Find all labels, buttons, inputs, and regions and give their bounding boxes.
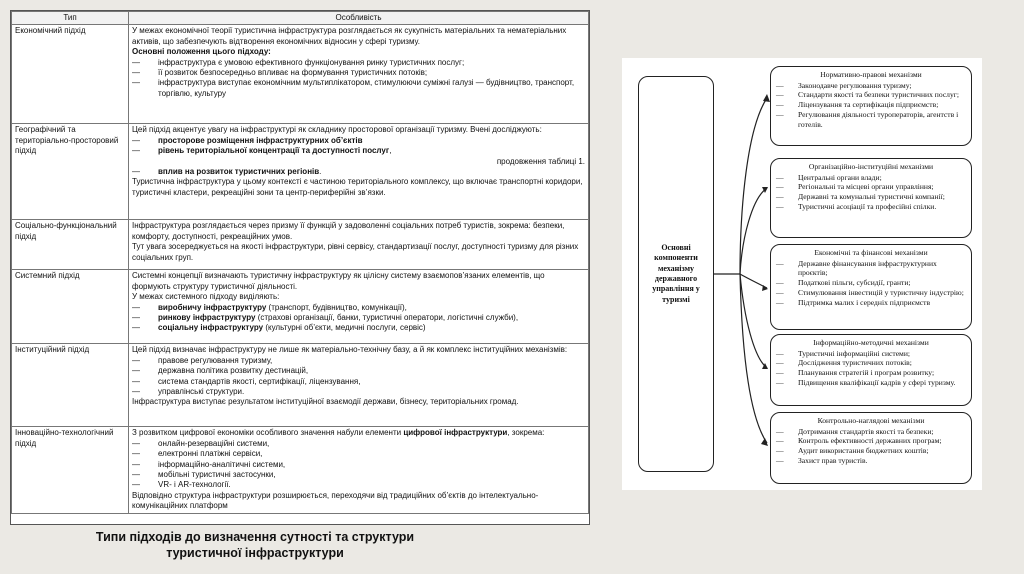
arrow-head: [763, 94, 770, 102]
row-intro: Цей підхід визначає інфраструктуру не лише як матеріально-технічну базу, а й як комплекс інституційних механізмів:: [132, 345, 568, 355]
list-item: — її розвиток безпосередньо впливає на формування туристичних потоків;: [132, 67, 428, 77]
mechanism-item: — Державні та комунальні туристичні компанії;: [776, 192, 945, 202]
header-feature: Особливість: [129, 12, 589, 25]
mechanism-title: Інформаційно-методичні механізми: [813, 338, 929, 347]
mechanism-item: — Регіональні та місцеві органи управління;: [776, 182, 934, 192]
mechanism-item: — Центральні органи влади;: [776, 172, 882, 182]
dash: —: [132, 57, 140, 67]
list-item: — просторове розміщення інфраструктурних об’єктів: [132, 135, 363, 145]
table-row: [12, 344, 589, 427]
mechanisms-diagram: [622, 58, 982, 490]
row-type: Економічний підхід: [12, 25, 129, 124]
list-item: — вплив на розвиток туристичних регіонів.: [132, 166, 322, 176]
row-feature: [129, 124, 589, 220]
row-feature: [129, 25, 589, 124]
row-text: Інфраструктура розглядається через призму її функцій у задоволенні соціальних потреб туристів, зокрема: безпеки, комфорту, доступності, рекреаційних умов.: [132, 221, 565, 241]
dash: —: [132, 78, 140, 88]
mechanism-item: — Ліцензування та сертифікація підприємств;: [776, 100, 939, 110]
dash: —: [132, 312, 140, 322]
dash: —: [132, 438, 140, 448]
mechanism-box-legal: [770, 66, 972, 146]
mechanism-title: Організаційно-інституційні механізми: [808, 162, 934, 171]
list-item: — ринкову інфраструктуру (страхові організації, банки, туристичні оператори, логістичні служби),: [132, 312, 519, 322]
mechanism-item: — Податкові пільги, субсидії, гранти;: [776, 278, 911, 288]
row-feature: [129, 427, 589, 513]
mechanism-box-informational: [770, 334, 972, 406]
list-item: — рівень територіальної концентрації та доступності послуг,: [132, 146, 392, 156]
table-row: [12, 270, 589, 344]
table-caption: [90, 530, 420, 561]
row-subtitle: У межах системного підходу виділяють:: [132, 292, 280, 302]
row-intro: У межах економічної теорії туристична інфраструктура розглядається як сукупність матеріальних та нематеріальних активів, що забезпечують відтворення економічних відносин у сфері туризму.: [132, 26, 567, 46]
mechanism-item: — Стимулювання інвестицій у туристичну індустрію;: [776, 287, 964, 297]
row-outro: Туристична інфраструктура у цьому контексті є частиною територіального комплексу, що включає транспортні коридори, туристичні кластери, рекреаційні зони та центр-периферійні зв’язки.: [132, 177, 583, 197]
table-row: [12, 124, 589, 220]
row-intro: Системні концепції визначають туристичну інфраструктуру як цілісну систему взаємопов’язаних елементів, що формують структуру туристичної діяльності.: [132, 271, 545, 291]
mechanism-title: Нормативно-правові механізми: [820, 70, 922, 79]
row-intro: З розвитком цифрової економіки особливого значення набули елементи цифрової інфраструктури, зокрема:: [132, 428, 545, 438]
list-item: — державна політика розвитку дестинацій,: [132, 366, 309, 376]
connector-line: [740, 98, 767, 274]
list-item: — онлайн-резерваційні системи,: [132, 438, 270, 448]
header-type: Тип: [12, 12, 129, 25]
list-item: — інфраструктура виступає економічним мультиплікатором, стимулюючи суміжні галузі — будівництво, транспорт, торгівлю, культуру: [132, 78, 575, 98]
mechanism-item: — Аудит використання бюджетних коштів;: [776, 446, 929, 456]
table-header-row: [12, 12, 589, 25]
table-row: [12, 220, 589, 270]
center-box: [638, 76, 714, 472]
list-item: — соціальну інфраструктуру (культурні об’єкти, медичні послуги, сервіс): [132, 323, 426, 333]
dash: —: [132, 166, 140, 176]
mechanism-item: — Державне фінансування інфраструктурних проєктів;: [776, 258, 937, 278]
list-item: — інформаційно-аналітичні системи,: [132, 459, 286, 469]
mechanism-item: — Дотримання стандартів якості та безпеки;: [776, 426, 934, 436]
mechanism-box-economic: [770, 244, 972, 330]
mechanism-item: — Туристичні асоціації та професійні спілки.: [776, 201, 937, 211]
caption-line-1: Типи підходів до визначення сутності та структури: [95, 530, 415, 544]
row-feature: [129, 270, 589, 344]
mechanism-box-organizational: [770, 158, 972, 238]
list-item: — електронні платіжні сервіси,: [132, 449, 263, 459]
table-row: [12, 25, 589, 124]
row-feature: [129, 220, 589, 270]
list-item: — управлінські структури.: [132, 386, 245, 396]
dash: —: [132, 355, 140, 365]
list-item: — система стандартів якості, сертифікації, ліцензування,: [132, 376, 361, 386]
list-item: — VR- і AR-технології.: [132, 480, 231, 490]
list-item: — мобільні туристичні застосунки,: [132, 469, 276, 479]
row-type: Соціально-функціональний підхід: [12, 220, 129, 270]
dash: —: [132, 376, 140, 386]
dash: —: [132, 366, 140, 376]
approaches-table: [11, 11, 589, 514]
dash: —: [132, 469, 140, 479]
dash: —: [132, 302, 140, 312]
row-text: Тут увага зосереджується на якості інфраструктури, рівні сервісу, стандартизації послуг, доступності туризму для різних соціальних груп.: [132, 242, 579, 262]
approaches-table-panel: [10, 10, 590, 525]
dash: —: [132, 135, 140, 145]
row-type: Інноваційно-технологічний підхід: [12, 427, 129, 513]
mechanism-item: — Регулювання діяльності туроператорів, агентств і готелів.: [776, 109, 959, 129]
row-subtitle: Основні положення цього підходу:: [132, 47, 271, 57]
mechanism-title: Контрольно-наглядові механізми: [817, 416, 925, 425]
mechanism-item: — Дослідження туристичних потоків;: [776, 358, 912, 368]
mechanism-item: — Контроль ефективності державних програм;: [776, 436, 942, 446]
row-outro: Відповідно структура інфраструктури розширюється, переходячи від традиційних об’єктів до інтелектуально-комунікаційних платформ: [132, 490, 539, 511]
dash: —: [132, 67, 140, 77]
row-intro: Цей підхід акцентує увагу на інфраструктурі як складнику просторової організації туризму. Вчені досліджують:: [132, 125, 542, 135]
dash: —: [132, 146, 140, 156]
dash: —: [132, 449, 140, 459]
table-row: [12, 427, 589, 513]
dash: —: [132, 323, 140, 333]
list-item: — правове регулювання туризму,: [132, 355, 273, 365]
row-type: Системний підхід: [12, 270, 129, 344]
mechanism-item: — Захист прав туристів.: [776, 455, 868, 465]
list-item: — виробничу інфраструктуру (транспорт, будівництво, комунікації),: [132, 302, 407, 312]
mechanism-item: — Стандарти якості та безпеки туристичних послуг;: [776, 90, 959, 100]
row-outro: Інфраструктура виступає результатом інституційної взаємодії держави, бізнесу, територіальних громад.: [132, 397, 519, 407]
list-item: — інфраструктура є умовою ефективного функціонування ринку туристичних послуг;: [132, 57, 465, 67]
caption-line-2: туристичної інфраструктури: [166, 545, 344, 560]
mechanism-item: — Підтримка малих і середніх підприємств: [776, 297, 931, 307]
mechanism-item: — Законодавче регулювання туризму;: [776, 80, 912, 90]
mechanism-item: — Туристичні інформаційні системи;: [776, 348, 911, 358]
continuation-note: продовження таблиці 1.: [496, 156, 585, 166]
connector-line: [740, 274, 767, 443]
mechanism-item: — Планування стратегій і програм розвитку;: [776, 368, 935, 378]
dash: —: [132, 459, 140, 469]
arrow-head: [762, 285, 768, 291]
mechanism-item: — Підвищення кваліфікації кадрів у сфері туризму.: [776, 377, 956, 387]
center-box-label: Основні компоненти механізму державного управління у туризмі: [652, 242, 700, 304]
mechanism-box-control: [770, 412, 972, 484]
mechanism-title: Економічні та фінансові механізми: [814, 248, 928, 257]
row-feature: [129, 344, 589, 427]
dash: —: [132, 480, 140, 490]
connector-line: [740, 188, 767, 274]
row-type: Географічний та територіально-просторовий підхід: [12, 124, 129, 220]
dash: —: [132, 386, 140, 396]
row-type: Інституційний підхід: [12, 344, 129, 427]
